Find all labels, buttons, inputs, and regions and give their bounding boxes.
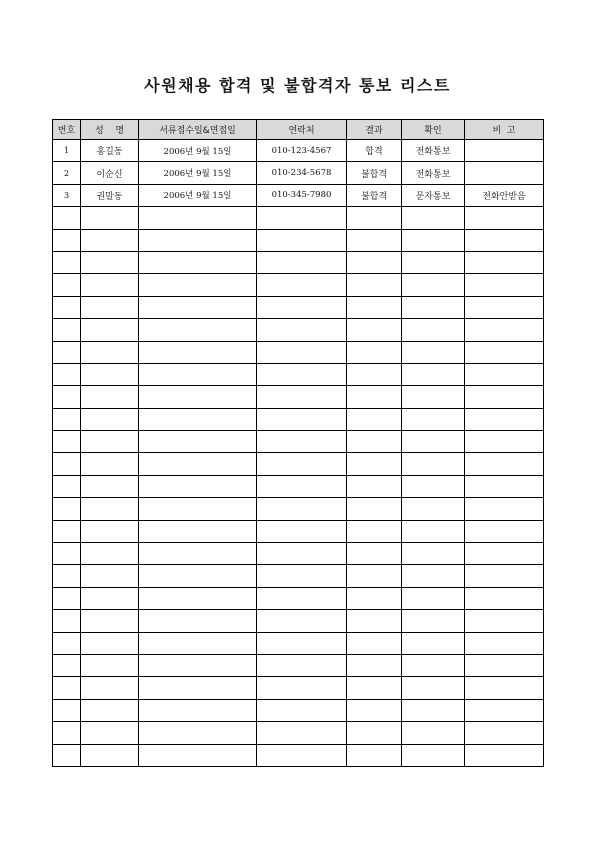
cell-date xyxy=(139,632,257,654)
cell-name xyxy=(81,610,139,632)
empty-table-row xyxy=(53,229,544,251)
cell-date xyxy=(139,319,257,341)
column-header-confirm: 확인 xyxy=(402,120,465,140)
cell-result xyxy=(347,363,402,385)
cell-number xyxy=(53,654,81,676)
cell-name xyxy=(81,699,139,721)
cell-date xyxy=(139,251,257,273)
cell-contact xyxy=(257,319,347,341)
cell-contact xyxy=(257,341,347,363)
cell-number: 1 xyxy=(53,140,81,162)
cell-confirm xyxy=(402,722,465,744)
cell-contact xyxy=(257,565,347,587)
cell-contact xyxy=(257,498,347,520)
cell-remark xyxy=(465,363,544,385)
cell-confirm xyxy=(402,453,465,475)
cell-confirm xyxy=(402,543,465,565)
cell-contact: 010-234-5678 xyxy=(257,162,347,184)
cell-name xyxy=(81,654,139,676)
cell-contact xyxy=(257,475,347,497)
cell-contact xyxy=(257,610,347,632)
cell-confirm xyxy=(402,520,465,542)
cell-name xyxy=(81,319,139,341)
cell-number xyxy=(53,341,81,363)
cell-remark xyxy=(465,722,544,744)
cell-contact xyxy=(257,587,347,609)
cell-confirm xyxy=(402,565,465,587)
cell-number xyxy=(53,520,81,542)
cell-result xyxy=(347,229,402,251)
cell-name xyxy=(81,565,139,587)
cell-number xyxy=(53,229,81,251)
cell-remark xyxy=(465,587,544,609)
cell-remark xyxy=(465,610,544,632)
cell-date xyxy=(139,475,257,497)
empty-table-row xyxy=(53,363,544,385)
cell-date xyxy=(139,341,257,363)
cell-remark xyxy=(465,453,544,475)
cell-date: 2006년 9월 15일 xyxy=(139,140,257,162)
cell-result xyxy=(347,722,402,744)
cell-date: 2006년 9월 15일 xyxy=(139,162,257,184)
cell-result xyxy=(347,386,402,408)
cell-name xyxy=(81,341,139,363)
cell-result xyxy=(347,543,402,565)
cell-result xyxy=(347,296,402,318)
cell-confirm xyxy=(402,475,465,497)
cell-result xyxy=(347,207,402,229)
cell-date xyxy=(139,565,257,587)
cell-remark xyxy=(465,296,544,318)
cell-confirm xyxy=(402,498,465,520)
cell-contact xyxy=(257,453,347,475)
cell-result xyxy=(347,610,402,632)
empty-table-row xyxy=(53,632,544,654)
cell-result xyxy=(347,274,402,296)
empty-table-row xyxy=(53,565,544,587)
cell-name xyxy=(81,408,139,430)
empty-table-row xyxy=(53,431,544,453)
cell-name xyxy=(81,296,139,318)
empty-table-row xyxy=(53,744,544,766)
empty-table-row xyxy=(53,386,544,408)
cell-number xyxy=(53,319,81,341)
empty-table-row xyxy=(53,453,544,475)
cell-date xyxy=(139,610,257,632)
cell-confirm xyxy=(402,744,465,766)
column-header-number: 번호 xyxy=(53,120,81,140)
cell-remark xyxy=(465,386,544,408)
cell-number xyxy=(53,722,81,744)
cell-result: 불합격 xyxy=(347,162,402,184)
cell-date xyxy=(139,296,257,318)
notification-list-table xyxy=(52,119,544,767)
cell-remark xyxy=(465,475,544,497)
cell-remark xyxy=(465,207,544,229)
cell-name xyxy=(81,207,139,229)
cell-number xyxy=(53,207,81,229)
cell-name xyxy=(81,475,139,497)
cell-contact xyxy=(257,520,347,542)
cell-name xyxy=(81,363,139,385)
table-row xyxy=(53,140,544,162)
cell-remark xyxy=(465,699,544,721)
cell-result xyxy=(347,677,402,699)
cell-number xyxy=(53,498,81,520)
cell-contact xyxy=(257,251,347,273)
cell-confirm xyxy=(402,319,465,341)
cell-date xyxy=(139,498,257,520)
cell-number xyxy=(53,699,81,721)
cell-contact xyxy=(257,699,347,721)
cell-remark xyxy=(465,140,544,162)
cell-number xyxy=(53,610,81,632)
cell-remark xyxy=(465,677,544,699)
cell-name xyxy=(81,251,139,273)
cell-number xyxy=(53,408,81,430)
cell-number: 3 xyxy=(53,184,81,206)
cell-date xyxy=(139,677,257,699)
cell-confirm xyxy=(402,274,465,296)
cell-date xyxy=(139,587,257,609)
cell-result xyxy=(347,587,402,609)
cell-number xyxy=(53,251,81,273)
cell-date xyxy=(139,722,257,744)
cell-name xyxy=(81,543,139,565)
empty-table-row xyxy=(53,341,544,363)
cell-remark xyxy=(465,251,544,273)
cell-result: 합격 xyxy=(347,140,402,162)
cell-number xyxy=(53,296,81,318)
cell-confirm xyxy=(402,251,465,273)
table-row xyxy=(53,162,544,184)
empty-table-row xyxy=(53,207,544,229)
empty-table-row xyxy=(53,587,544,609)
cell-name: 홍길동 xyxy=(81,140,139,162)
cell-result xyxy=(347,431,402,453)
cell-contact xyxy=(257,408,347,430)
cell-confirm xyxy=(402,431,465,453)
empty-table-row xyxy=(53,722,544,744)
empty-table-row xyxy=(53,475,544,497)
cell-number xyxy=(53,543,81,565)
cell-contact xyxy=(257,744,347,766)
cell-contact xyxy=(257,431,347,453)
cell-number: 2 xyxy=(53,162,81,184)
cell-remark xyxy=(465,162,544,184)
cell-name xyxy=(81,498,139,520)
empty-table-row xyxy=(53,274,544,296)
cell-date xyxy=(139,408,257,430)
page-title: 사원채용 합격 및 불합격자 통보 리스트 xyxy=(144,76,451,95)
cell-confirm: 문자통보 xyxy=(402,184,465,206)
cell-number xyxy=(53,453,81,475)
cell-remark xyxy=(465,744,544,766)
empty-table-row xyxy=(53,610,544,632)
empty-table-row xyxy=(53,408,544,430)
cell-name xyxy=(81,453,139,475)
cell-number xyxy=(53,587,81,609)
cell-confirm xyxy=(402,207,465,229)
cell-number xyxy=(53,363,81,385)
cell-remark xyxy=(465,632,544,654)
cell-contact xyxy=(257,363,347,385)
cell-remark xyxy=(465,543,544,565)
cell-remark xyxy=(465,654,544,676)
cell-name xyxy=(81,722,139,744)
cell-result xyxy=(347,498,402,520)
cell-number xyxy=(53,565,81,587)
cell-date xyxy=(139,654,257,676)
cell-contact xyxy=(257,677,347,699)
cell-confirm: 전화통보 xyxy=(402,140,465,162)
empty-table-row xyxy=(53,251,544,273)
cell-result xyxy=(347,654,402,676)
cell-result xyxy=(347,632,402,654)
cell-remark xyxy=(465,229,544,251)
table-row xyxy=(53,184,544,206)
cell-name: 이순신 xyxy=(81,162,139,184)
cell-contact xyxy=(257,722,347,744)
empty-table-row xyxy=(53,498,544,520)
cell-number xyxy=(53,431,81,453)
cell-name xyxy=(81,632,139,654)
cell-number xyxy=(53,386,81,408)
cell-confirm: 전화통보 xyxy=(402,162,465,184)
cell-number xyxy=(53,677,81,699)
cell-result xyxy=(347,744,402,766)
cell-contact xyxy=(257,274,347,296)
cell-result xyxy=(347,520,402,542)
cell-confirm xyxy=(402,386,465,408)
cell-remark xyxy=(465,520,544,542)
empty-table-row xyxy=(53,296,544,318)
empty-table-row xyxy=(53,520,544,542)
cell-number xyxy=(53,274,81,296)
cell-date xyxy=(139,744,257,766)
cell-result xyxy=(347,699,402,721)
cell-number xyxy=(53,475,81,497)
cell-confirm xyxy=(402,699,465,721)
cell-name xyxy=(81,520,139,542)
cell-result xyxy=(347,408,402,430)
cell-remark xyxy=(465,274,544,296)
cell-name xyxy=(81,587,139,609)
cell-number xyxy=(53,744,81,766)
cell-contact xyxy=(257,207,347,229)
cell-date xyxy=(139,699,257,721)
column-header-result: 결과 xyxy=(347,120,402,140)
cell-contact xyxy=(257,296,347,318)
cell-remark xyxy=(465,408,544,430)
cell-confirm xyxy=(402,341,465,363)
cell-result: 불합격 xyxy=(347,184,402,206)
cell-name xyxy=(81,431,139,453)
empty-table-row xyxy=(53,699,544,721)
cell-contact xyxy=(257,632,347,654)
cell-number xyxy=(53,632,81,654)
cell-date xyxy=(139,274,257,296)
column-header-remark: 비 고 xyxy=(465,120,544,140)
cell-date xyxy=(139,453,257,475)
table-header-row xyxy=(53,120,544,140)
cell-confirm xyxy=(402,296,465,318)
cell-remark: 전화안받음 xyxy=(465,184,544,206)
cell-date xyxy=(139,207,257,229)
cell-result xyxy=(347,319,402,341)
cell-confirm xyxy=(402,587,465,609)
cell-date xyxy=(139,431,257,453)
cell-date xyxy=(139,386,257,408)
cell-name xyxy=(81,677,139,699)
cell-contact xyxy=(257,654,347,676)
cell-confirm xyxy=(402,408,465,430)
cell-contact xyxy=(257,386,347,408)
cell-confirm xyxy=(402,677,465,699)
empty-table-row xyxy=(53,654,544,676)
cell-name xyxy=(81,229,139,251)
cell-remark xyxy=(465,565,544,587)
cell-confirm xyxy=(402,654,465,676)
cell-date xyxy=(139,543,257,565)
cell-date xyxy=(139,229,257,251)
cell-date xyxy=(139,363,257,385)
cell-date: 2006년 9월 15일 xyxy=(139,184,257,206)
cell-confirm xyxy=(402,632,465,654)
cell-remark xyxy=(465,498,544,520)
empty-table-row xyxy=(53,319,544,341)
cell-date xyxy=(139,520,257,542)
cell-remark xyxy=(465,341,544,363)
cell-confirm xyxy=(402,363,465,385)
cell-result xyxy=(347,475,402,497)
cell-contact xyxy=(257,543,347,565)
cell-remark xyxy=(465,431,544,453)
cell-result xyxy=(347,251,402,273)
column-header-name: 성 명 xyxy=(81,120,139,140)
column-header-date: 서류접수일&면접일 xyxy=(139,120,257,140)
cell-confirm xyxy=(402,610,465,632)
cell-contact: 010-345-7980 xyxy=(257,184,347,206)
cell-name: 권말동 xyxy=(81,184,139,206)
empty-table-row xyxy=(53,543,544,565)
cell-result xyxy=(347,341,402,363)
cell-name xyxy=(81,744,139,766)
cell-name xyxy=(81,274,139,296)
cell-result xyxy=(347,565,402,587)
cell-name xyxy=(81,386,139,408)
cell-confirm xyxy=(402,229,465,251)
cell-result xyxy=(347,453,402,475)
column-header-contact: 연락처 xyxy=(257,120,347,140)
cell-contact xyxy=(257,229,347,251)
empty-table-row xyxy=(53,677,544,699)
cell-contact: 010-123-4567 xyxy=(257,140,347,162)
cell-remark xyxy=(465,319,544,341)
